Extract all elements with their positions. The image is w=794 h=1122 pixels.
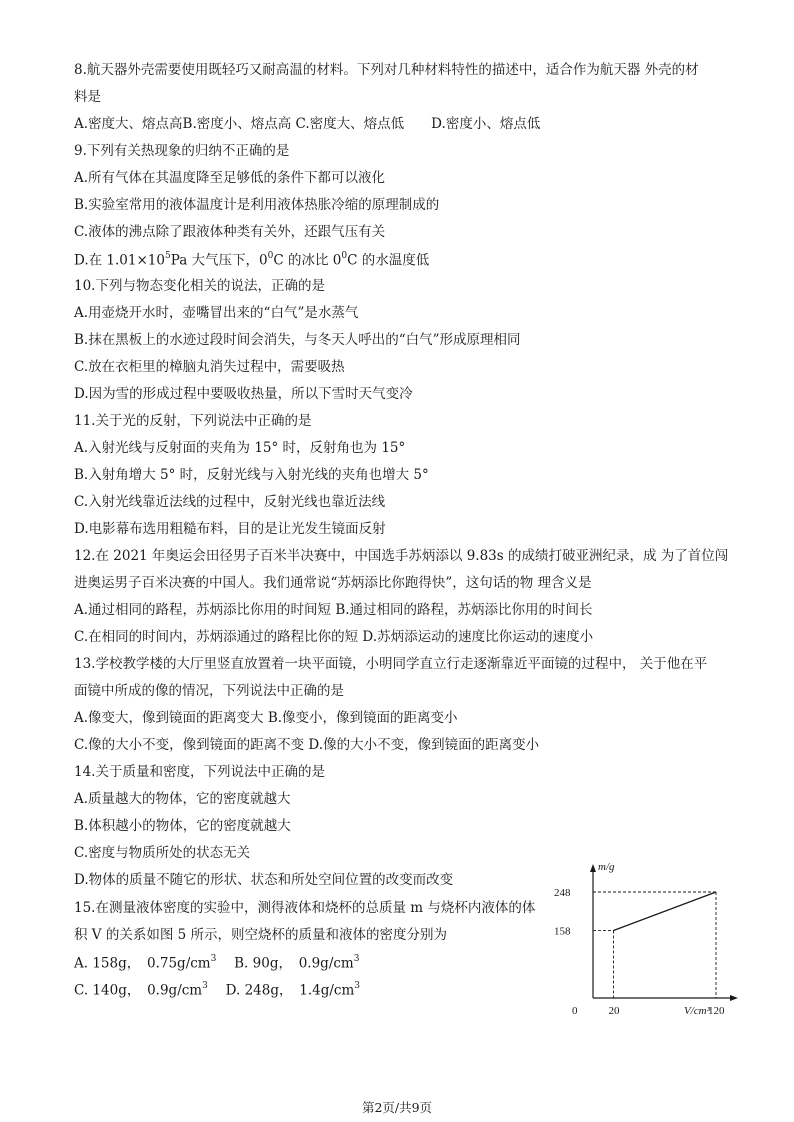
q11-option-d: D.电影幕布选用粗糙布料，目的是让光发生镜面反射 [74, 521, 386, 537]
origin-label: 0 [572, 1005, 578, 1017]
x-tick-label-20: 20 [608, 1005, 620, 1017]
q10-option-c: C.放在衣柜里的樟脑丸消失过程中，需要吸热 [74, 359, 345, 375]
q8-stem-line-2: 料是 [74, 89, 101, 105]
q15-stem-line-1: 15.在测量液体密度的实验中，测得液体和烧杯的总质量 m 与烧杯内液体的体 [74, 900, 536, 916]
q14-option-c: C.密度与物质所处的状态无关 [74, 845, 251, 861]
x-axis-arrow [730, 995, 738, 1001]
q12-options-ab: A.通过相同的路程，苏炳添比你用的时间短 B.通过相同的路程，苏炳添比你用的时间长 [74, 602, 593, 618]
q12-stem-line-2: 进奥运男子百米决赛的中国人。我们通常说“苏炳添比你跑得快”，这句话的物 理含义是 [74, 575, 592, 591]
y-axis-label: m/g [598, 861, 615, 873]
y-tick-label-158: 158 [554, 925, 571, 938]
data-series-line [614, 892, 717, 930]
q15-stem-line-2: 积 V 的关系如图 5 所示，则空烧杯的质量和液体的密度分别为 [74, 927, 448, 943]
q11-option-c: C.入射光线靠近法线的过程中，反射光线也靠近法线 [74, 494, 386, 510]
page-footer: 第2页/共9页 [361, 1100, 433, 1115]
x-tick-label-120: 120 [708, 1005, 725, 1017]
y-axis-arrow [590, 864, 596, 872]
q10-stem: 10.下列与物态变化相关的说法，正确的是 [74, 278, 325, 294]
q13-stem-line-2: 面镜中所成的像的情况，下列说法中正确的是 [74, 683, 344, 699]
q14-option-b: B.体积越小的物体，它的密度就越大 [74, 818, 291, 834]
q13-options-cd: C.像的大小不变，像到镜面的距离不变 D.像的大小不变，像到镜面的距离变小 [74, 737, 540, 753]
q10-option-b: B.抹在黑板上的水迹过段时间会消失，与冬天人呼出的“白气”形成原理相同 [74, 332, 521, 348]
q14-stem: 14.关于质量和密度，下列说法中正确的是 [74, 764, 325, 780]
x-axis-label: V/cm³ [684, 1005, 710, 1017]
q12-stem-line-1: 12.在 2021 年奥运会田径男子百米半决赛中，中国选手苏炳添以 9.83s 的成绩打破亚洲纪录，成 为了首位闯 [74, 548, 729, 564]
q13-stem-line-1: 13.学校教学楼的大厅里竖直放置着一块平面镜，小明同学直立行走逐渐靠近平面镜的过程中， 关于他在平 [74, 656, 708, 672]
q11-stem: 11.关于光的反射，下列说法中正确的是 [74, 413, 312, 429]
q9-option-b: B.实验室常用的液体温度计是利用液体热胀冷缩的原理制成的 [74, 197, 440, 213]
q9-stem: 9.下列有关热现象的归纳不正确的是 [74, 143, 290, 159]
q13-options-ab: A.像变大，像到镜面的距离变大 B.像变小，像到镜面的距离变小 [74, 710, 458, 726]
q12-options-cd: C.在相同的时间内，苏炳添通过的路程比你的短 D.苏炳添运动的速度比你运动的速度小 [74, 629, 594, 645]
mass-volume-graph [550, 858, 740, 1018]
q14-option-d: D.物体的质量不随它的形状、状态和所处空间位置的改变而改变 [74, 872, 454, 888]
q9-option-d: D.在 $1.01\times 10^5Pa$ 大气压下，$0^0C$ 的冰比 $0^0C$ 的水温度低 [74, 251, 430, 269]
q10-option-d: D.因为雪的形成过程中要吸收热量，所以下雪时天气变冷 [74, 386, 413, 402]
q10-option-a: A.用壶烧开水时，壶嘴冒出来的“白气”是水蒸气 [74, 305, 359, 321]
q15-options-ab: A. 158g， $0.75g/cm^3$ B. 90g， $0.9g/cm^3$ [74, 954, 360, 972]
q8-options: A.密度大、熔点高B.密度小、熔点高 C.密度大、熔点低 D.密度小、熔点低 [74, 116, 541, 132]
q8-stem-line-1: 8.航天器外壳需要使用既轻巧又耐高温的材料。下列对几种材料特性的描述中，适合作为航天器 外壳的材 [74, 62, 699, 78]
q11-option-a: A.入射光线与反射面的夹角为 15° 时，反射角也为 15° [74, 440, 406, 456]
q9-option-c: C.液体的沸点除了跟液体种类有关外，还跟气压有关 [74, 224, 386, 240]
q9-option-a: A.所有气体在其温度降至足够低的条件下都可以液化 [74, 170, 386, 186]
q14-option-a: A.质量越大的物体，它的密度就越大 [74, 791, 291, 807]
q11-option-b: B.入射角增大 5° 时，反射光线与入射光线的夹角也增大 5° [74, 467, 429, 483]
q15-options-cd: C. 140g， $0.9g/cm^3$ D. 248g， $1.4g/cm^3$ [74, 981, 360, 999]
y-tick-label-248: 248 [554, 887, 571, 899]
